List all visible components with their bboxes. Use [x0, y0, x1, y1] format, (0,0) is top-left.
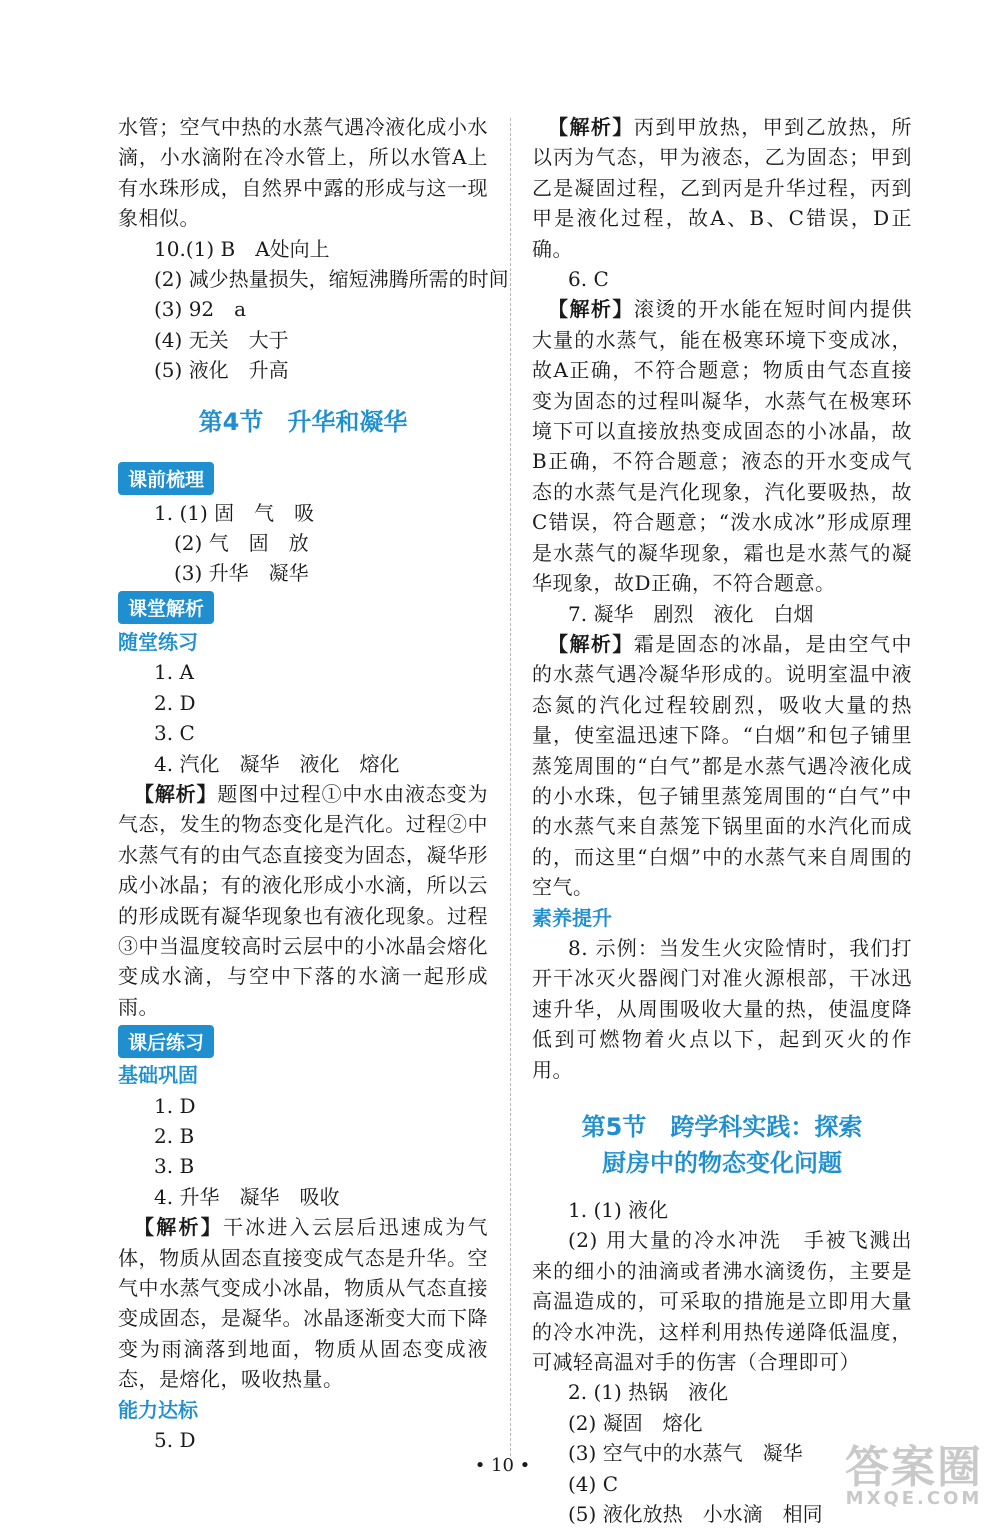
analysis-tag: 【解析】	[134, 781, 218, 806]
analysis-text: 丙到甲放热，甲到乙放热，所以丙为气态，甲为液态，乙为固态；甲到乙是凝固过程，乙到丙是升华过程，丙到甲是液化过程，故A、B、C错误，D正确。	[532, 115, 912, 261]
answer-line: 2. D	[154, 690, 196, 715]
badge-pre-class: 课前梳理	[118, 462, 214, 495]
answer-line: 10.(1) B A处向上	[154, 236, 330, 261]
section-4-title: 第4节 升华和凝华	[198, 407, 408, 436]
analysis-paragraph	[118, 1212, 488, 1394]
watermark-main: 答案圈	[845, 1442, 983, 1493]
watermark-logo	[845, 1442, 983, 1509]
answer-paragraph: (2) 用大量的冷水冲洗 手被飞溅出来的细小的油滴或者沸水滴烫伤，主要是高温造成的，可采取的措施是立即用大量的冷水冲洗，这样利用热传递降低温度，可减轻高温对手的伤害（合理即可）	[532, 1228, 912, 1375]
answer-line: 2. (1) 热锅 液化	[568, 1380, 729, 1405]
badge-in-class: 课堂解析	[118, 591, 214, 624]
answer-line: 1. (1) 固 气 吸	[154, 500, 315, 525]
analysis-tag: 【解析】	[134, 1215, 223, 1240]
answer-line: 3. B	[154, 1154, 195, 1179]
answer-line: 1. D	[154, 1093, 196, 1118]
analysis-paragraph	[532, 294, 912, 598]
analysis-text: 干冰进入云层后迅速成为气体，物质从固态直接变成气态是升华。空气中水蒸气变成小冰晶，物质从气态直接变成固态，是凝华。冰晶逐渐变大而下降变为雨滴落到地面，物质从固态变成液态，是熔化，吸收热量。	[118, 1215, 489, 1392]
answer-line: (4) C	[568, 1471, 618, 1496]
subheading-basics: 基础巩固	[118, 1063, 198, 1088]
answer-line: (2) 气 固 放	[174, 531, 309, 556]
answer-line: 7. 凝华 剧烈 液化 白烟	[568, 601, 814, 626]
paragraph-water-pipe: 水管；空气中热的水蒸气遇冷液化成小水滴，小水滴附在冷水管上，所以水管A上有水珠形成，自然界中露的形成与这一现象相似。	[118, 115, 488, 231]
answer-line: (5) 液化 升高	[154, 358, 289, 383]
analysis-text: 滚烫的开水能在短时间内提供大量的水蒸气，能在极寒环境下变成冰，故A正确，不符合题意；物质由气态直接变为固态的过程叫凝华，水蒸气在极寒环境下可以直接放热变成固态的小冰晶，故B正确，不符合题意；液态的开水变成气态的水蒸气是汽化现象，汽化要吸热，故C错误，符合题意；“泼水成冰”形成原理是水蒸气的凝华现象，霜也是水蒸气的凝华现象，故D正确，不符合题意。	[532, 297, 912, 596]
column-divider	[510, 118, 511, 1456]
answer-line: 3. C	[154, 721, 195, 746]
analysis-paragraph	[532, 112, 912, 264]
answer-line: (2) 凝固 熔化	[568, 1410, 703, 1435]
answer-line: (3) 升华 凝华	[174, 561, 309, 586]
answer-line: (5) 液化放热 小水滴 相同	[568, 1502, 823, 1527]
section-5-title-line2: 厨房中的物态变化问题	[602, 1149, 842, 1177]
section-5-title-line1: 第5节 跨学科实践：探索	[581, 1113, 863, 1141]
analysis-tag: 【解析】	[548, 631, 634, 656]
analysis-paragraph	[532, 629, 912, 903]
watermark-sub: MXQE.COM	[845, 1488, 983, 1509]
answer-line: (3) 空气中的水蒸气 凝华	[568, 1441, 803, 1466]
analysis-tag: 【解析】	[548, 297, 634, 322]
left-column	[118, 112, 509, 1455]
answer-line: 1. A	[154, 660, 194, 685]
answer-line: 6. C	[568, 267, 609, 292]
subheading-ability: 能力达标	[118, 1397, 198, 1422]
answer-line: (3) 92 a	[154, 297, 247, 322]
answer-line: (4) 无关 大于	[154, 327, 289, 352]
analysis-paragraph	[118, 779, 488, 1022]
answer-line: 4. 汽化 凝华 液化 熔化	[154, 751, 400, 776]
answer-line: 2. B	[154, 1123, 195, 1148]
answer-line: 5. D	[154, 1428, 196, 1453]
right-column	[532, 112, 912, 1529]
answer-line: 4. 升华 凝华 吸收	[154, 1184, 340, 1209]
subheading-practice: 随堂练习	[118, 629, 198, 654]
subheading-literacy: 素养提升	[532, 905, 612, 930]
badge-after-class: 课后练习	[118, 1025, 214, 1058]
analysis-text: 题图中过程①中水由液态变为气态，发生的物态变化是汽化。过程②中水蒸气有的由气态直接变为固态，凝华形成小冰晶；有的液化形成小水滴，所以云的形成既有凝华现象也有液化现象。过程③中当温度较高时云层中的小冰晶会熔化变成水滴，与空中下落的水滴一起形成雨。	[118, 781, 488, 1019]
analysis-tag: 【解析】	[548, 115, 634, 139]
page-number: • 10 •	[474, 1455, 531, 1476]
analysis-text: 霜是固态的冰晶，是由空气中的水蒸气遇冷凝华形成的。说明室温中液态氮的汽化过程较剧烈，吸收大量的热量，使室温迅速下降。“白烟”和包子铺里蒸笼周围的“白气”都是水蒸气遇冷液化成的小水珠，包子铺里蒸笼周围的“白气”中的水蒸气来自蒸笼下锅里面的水汽化而成的，而这里“白烟”中的水蒸气来自周围的空气。	[532, 631, 912, 900]
answer-line: 1. (1) 液化	[568, 1198, 669, 1222]
answer-paragraph: 8. 示例：当发生火灾险情时，我们打开干冰灭火器阀门对准火源根部，干冰迅速升华，从周围吸收大量的热，使温度降低到可燃物着火点以下，起到灭火的作用。	[532, 935, 912, 1082]
answer-line: (2) 减少热量损失，缩短沸腾所需的时间	[154, 267, 509, 292]
